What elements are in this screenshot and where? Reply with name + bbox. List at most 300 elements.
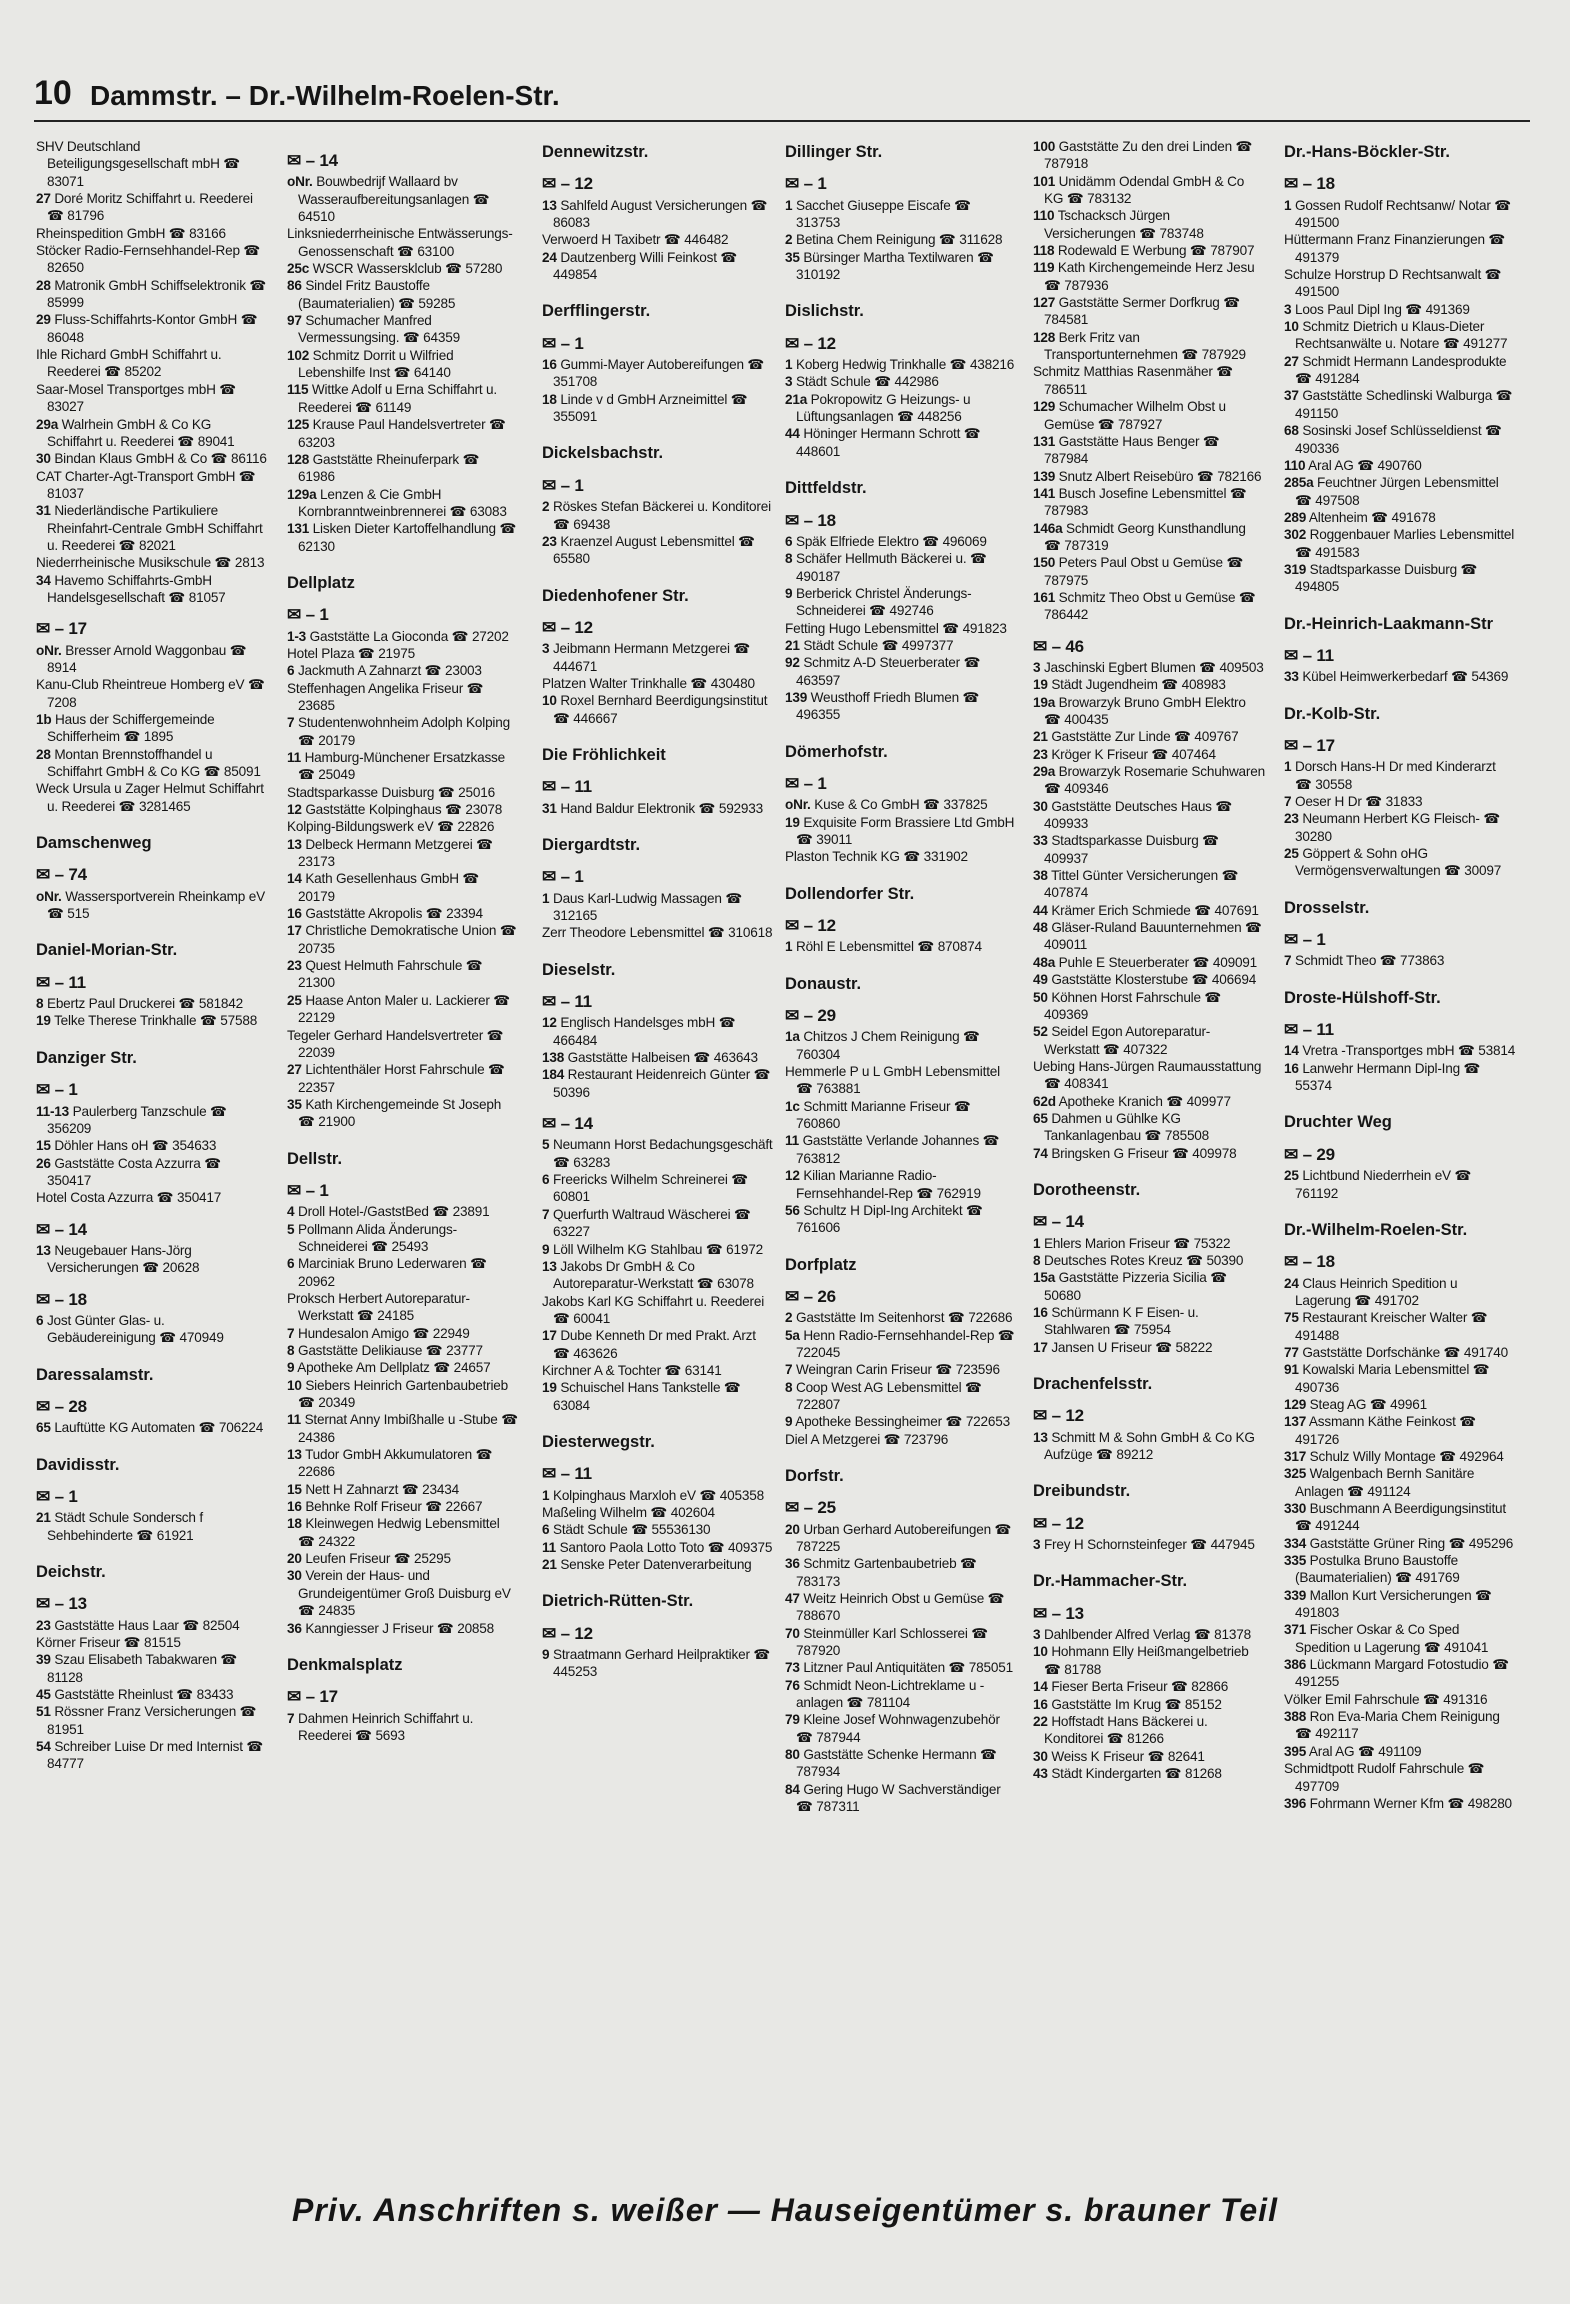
entry-text: Maßeling Wilhelm ☎ 402604 <box>542 1504 715 1520</box>
street-heading: Dr.-Wilhelm-Roelen-Str. <box>1284 1220 1468 1239</box>
listing-entry <box>287 225 519 260</box>
listing-entry <box>287 1377 519 1412</box>
entry-text: Aral AG ☎ 490760 <box>1308 457 1422 473</box>
postal-district: ✉ – 12 <box>542 1623 593 1643</box>
listing-entry <box>36 1103 268 1138</box>
listing-entry <box>287 1620 519 1637</box>
house-number: 334 <box>1284 1535 1307 1551</box>
listing-entry <box>785 249 1017 284</box>
entry-text: Querfurth Waltraud Wäscherei ☎ 63227 <box>552 1206 751 1240</box>
house-number: 8 <box>785 1379 793 1395</box>
listing-entry <box>1284 1587 1516 1622</box>
house-number: 7 <box>785 1362 793 1378</box>
listing-entry <box>1284 318 1516 353</box>
house-number: 100 <box>1033 139 1056 154</box>
listing-entry <box>1284 952 1516 969</box>
house-number: 23 <box>1284 811 1299 827</box>
entry-text: Schmitz Dietrich u Klaus-Dieter Rechtsanwälte u. Notare ☎ 491277 <box>1295 319 1508 352</box>
entry-text: Snutz Albert Reisebüro ☎ 782166 <box>1058 468 1262 484</box>
entry-text: WSCR Wassersklclub ☎ 57280 <box>312 261 503 277</box>
listing-entry <box>1284 1396 1516 1413</box>
listing-entry <box>542 1504 774 1521</box>
entry-text: Linksniederrheinische Entwässerungs-Genossenschaft ☎ 63100 <box>287 226 513 259</box>
house-number: 16 <box>1033 1696 1048 1712</box>
entry-text: Telke Therese Trinkhalle ☎ 57588 <box>54 1013 258 1029</box>
listing-entry <box>1033 520 1265 555</box>
listing-entry <box>1033 468 1265 485</box>
house-number: 15 <box>287 1481 302 1497</box>
listing-entry <box>542 1327 774 1362</box>
house-number: 65 <box>1033 1110 1048 1126</box>
listing-entry <box>785 1677 1017 1712</box>
entry-text: Kath Gesellenhaus GmbH ☎ 20179 <box>298 871 480 904</box>
entry-text: Freericks Wilhelm Schreinerei ☎ 60801 <box>552 1172 748 1205</box>
street-heading: Deichstr. <box>36 1563 106 1582</box>
entry-text: Kröger K Friseur ☎ 407464 <box>1051 746 1216 762</box>
house-number: 48 <box>1033 920 1048 936</box>
listing-entry <box>785 1431 1017 1448</box>
listing-entry <box>542 1014 774 1049</box>
entry-text: Verein der Haus- und Grundeigentümer Groß Duisburg eV ☎ 24835 <box>298 1568 511 1619</box>
house-number: 16 <box>1284 1060 1299 1076</box>
listing-entry <box>1033 363 1265 398</box>
house-number: 50 <box>1033 989 1048 1005</box>
entry-text: Städt Schule ☎ 4997377 <box>803 637 954 653</box>
listing-entry <box>1284 509 1516 526</box>
entry-text: Roggenbauer Marlies Lebensmittel ☎ 491583 <box>1295 527 1515 560</box>
listing-entry <box>287 1203 519 1220</box>
house-number: 24 <box>1284 1275 1299 1291</box>
house-number: 29 <box>36 312 51 328</box>
listing-entry <box>1284 1500 1516 1535</box>
listing-entry <box>1033 746 1265 763</box>
postal-district: ✉ – 12 <box>1033 1513 1084 1533</box>
entry-text: Döhler Hans oH ☎ 354633 <box>54 1138 217 1154</box>
listing-entry <box>1033 728 1265 745</box>
listing-entry <box>287 680 519 715</box>
postal-district: ✉ – 74 <box>36 865 87 885</box>
entry-text: Restaurant Heidenreich Günter ☎ 50396 <box>553 1067 771 1100</box>
house-number: 48a <box>1033 954 1056 970</box>
entry-text: Restaurant Kreischer Walter ☎ 491488 <box>1295 1310 1488 1343</box>
entry-text: Schmitt M & Sohn GmbH & Co KG Aufzüge ☎ 89212 <box>1044 1429 1255 1463</box>
house-number: 68 <box>1284 423 1299 439</box>
postal-district: ✉ – 17 <box>36 619 87 639</box>
postal-district: ✉ – 14 <box>1033 1212 1084 1232</box>
column-6 <box>1284 138 1516 1812</box>
house-number: 1b <box>36 712 52 727</box>
listing-entry <box>785 1521 1017 1556</box>
entry-text: Apotheke Bessingheimer ☎ 722653 <box>795 1414 1010 1430</box>
entry-text: Steag AG ☎ 49961 <box>1309 1396 1427 1412</box>
house-number: oNr. <box>36 642 62 658</box>
entry-text: Berk Fritz van Transportunternehmen ☎ 787929 <box>1044 329 1246 363</box>
house-number: 27 <box>36 191 51 207</box>
house-number: 184 <box>542 1067 565 1083</box>
listing-entry <box>36 311 268 346</box>
house-number: 27 <box>287 1062 302 1078</box>
house-number: 325 <box>1284 1466 1307 1482</box>
listing-entry <box>287 1481 519 1498</box>
postal-district: ✉ – 12 <box>785 333 836 353</box>
entry-text: Gaststätte Pizzeria Sicilia ☎ 50680 <box>1044 1270 1227 1303</box>
house-number: 14 <box>287 871 302 887</box>
listing-entry <box>36 746 268 781</box>
listing-entry <box>36 1012 268 1029</box>
entry-text: Walgenbach Bernh Sanitäre Anlagen ☎ 491124 <box>1295 1466 1475 1499</box>
entry-text: Apotheke Kranich ☎ 409977 <box>1058 1093 1231 1109</box>
entry-text: Löll Wilhelm KG Stahlbau ☎ 61972 <box>552 1241 763 1257</box>
listing-entry <box>1284 561 1516 596</box>
entry-text: Matronik GmbH Schiffselektronik ☎ 85999 <box>47 277 267 311</box>
house-number: 19 <box>36 1013 51 1029</box>
entry-text: Haus der Schiffergemeinde Schifferheim ☎ 1895 <box>47 712 215 745</box>
entry-text: Lichtenthäler Horst Fahrschule ☎ 22357 <box>298 1062 505 1095</box>
entry-text: Studentenwohnheim Adolph Kolping ☎ 20179 <box>297 715 510 748</box>
street-heading: Dr.-Hans-Böckler-Str. <box>1284 143 1450 161</box>
entry-text: Hotel Costa Azzurra ☎ 350417 <box>36 1190 222 1206</box>
house-number: 33 <box>1284 669 1299 685</box>
listing-entry <box>1284 1413 1516 1448</box>
street-heading: Drachenfelsstr. <box>1033 1375 1153 1394</box>
entry-text: Tegeler Gerhard Handelsvertreter ☎ 22039 <box>287 1027 504 1060</box>
entry-text: Bouwbedrijf Wallaard bv Wasseraufbereitungsanlagen ☎ 64510 <box>298 174 490 225</box>
entry-text: Exquisite Form Brassiere Ltd GmbH ☎ 39011 <box>796 814 1015 847</box>
street-heading: Dislichstr. <box>785 302 864 321</box>
house-number: 51 <box>36 1704 51 1720</box>
listing-entry <box>287 1498 519 1515</box>
entry-text: Haase Anton Maler u. Lackierer ☎ 22129 <box>298 992 511 1026</box>
listing-entry <box>36 1617 268 1634</box>
listing-entry <box>1284 1309 1516 1344</box>
listing-entry <box>1284 1656 1516 1691</box>
house-number: 12 <box>287 802 302 818</box>
entry-text: Gaststätte Deutsches Haus ☎ 409933 <box>1044 798 1233 832</box>
postal-district: ✉ – 12 <box>542 617 593 637</box>
house-number: 10 <box>542 693 557 709</box>
house-number: 139 <box>785 689 808 705</box>
listing-entry <box>1033 971 1265 988</box>
listing-entry <box>785 197 1017 232</box>
entry-text: Stadtsparkasse Duisburg ☎ 409937 <box>1044 833 1219 866</box>
listing-entry <box>542 1258 774 1293</box>
entry-text: Krämer Erich Schmiede ☎ 407691 <box>1051 902 1259 918</box>
listing-entry <box>287 1221 519 1256</box>
listing-entry <box>36 995 268 1012</box>
listing-entry <box>36 1419 268 1436</box>
entry-text: Verwoerd H Taxibetr ☎ 446482 <box>542 232 729 248</box>
entry-text: Oeser H Dr ☎ 31833 <box>1294 794 1423 809</box>
listing-entry <box>785 356 1017 373</box>
listing-entry <box>785 1098 1017 1133</box>
entry-text: Gaststätte La Gioconda ☎ 27202 <box>309 628 509 644</box>
page-title: Dammstr. – Dr.-Wilhelm-Roelen-Str. <box>90 80 560 111</box>
entry-text: Litzner Paul Antiquitäten ☎ 785051 <box>803 1660 1013 1676</box>
entry-text: Kleine Josef Wohnwagenzubehör ☎ 787944 <box>796 1712 1000 1745</box>
house-number: 39 <box>36 1652 51 1668</box>
house-number: 150 <box>1033 555 1056 571</box>
street-heading: Dömerhofstr. <box>785 742 888 761</box>
column-3 <box>542 138 774 1681</box>
house-number: 5 <box>542 1137 550 1153</box>
house-number: 11 <box>785 1133 799 1149</box>
listing-entry <box>287 992 519 1027</box>
listing-entry <box>287 312 519 347</box>
entry-text: Steffenhagen Angelika Friseur ☎ 23685 <box>287 680 484 713</box>
house-number: 6 <box>287 1256 295 1272</box>
entry-text: Santoro Paola Lotto Toto ☎ 409375 <box>559 1539 773 1555</box>
postal-district: ✉ – 46 <box>1033 636 1084 656</box>
house-number: 23 <box>1033 746 1048 762</box>
house-number: 21 <box>36 1510 51 1526</box>
postal-district: ✉ – 29 <box>1284 1144 1335 1164</box>
house-number: 15a <box>1033 1270 1056 1286</box>
listing-entry <box>36 711 268 746</box>
entry-text: Chitzos J Chem Reinigung ☎ 760304 <box>796 1029 980 1062</box>
listing-entry <box>287 277 519 312</box>
house-number: 4 <box>287 1204 295 1220</box>
street-heading: Dickelsbachstr. <box>542 444 664 463</box>
house-number: 29a <box>1033 764 1056 780</box>
listing-entry <box>1284 1552 1516 1587</box>
street-heading: Droste-Hülshoff-Str. <box>1284 988 1441 1007</box>
house-number: 30 <box>1033 798 1048 814</box>
entry-text: Kowalski Maria Lebensmittel ☎ 490736 <box>1295 1362 1490 1395</box>
house-number: 7 <box>287 715 295 731</box>
listing-entry <box>1033 1304 1265 1339</box>
house-number: 17 <box>287 923 302 939</box>
listing-entry <box>1284 1361 1516 1396</box>
entry-text: Stadtsparkasse Duisburg ☎ 494805 <box>1295 561 1478 595</box>
entry-text: Hotel Plaza ☎ 21975 <box>287 645 416 661</box>
house-number: 8 <box>287 1343 295 1358</box>
listing-entry <box>1033 1252 1265 1269</box>
house-number: 5a <box>785 1327 800 1343</box>
entry-text: Pokropowitz G Heizungs- u Lüftungsanlagen ☎ 448256 <box>796 391 971 425</box>
entry-text: Sternat Anny Imbißhalle u -Stube ☎ 24386 <box>298 1412 518 1445</box>
entry-text: Schulz Willy Montage ☎ 492964 <box>1309 1448 1504 1464</box>
entry-text: Bindan Klaus GmbH & Co ☎ 86116 <box>54 451 267 467</box>
entry-text: Linde v d GmbH Arzneimittel ☎ 355091 <box>553 391 748 425</box>
entry-text: Weiss K Friseur ☎ 82641 <box>1051 1748 1205 1764</box>
entry-text: Städt Kindergarten ☎ 81268 <box>1051 1765 1222 1781</box>
listing-entry <box>542 675 774 692</box>
entry-text: Niederländische Partikuliere Rheinfahrt-Centrale GmbH Schiffahrt u. Reederei ☎ 82021 <box>47 503 263 553</box>
listing-entry <box>36 225 268 242</box>
house-number: 91 <box>1284 1362 1299 1378</box>
entry-text: Berberick Christel Änderungs-Schneiderei ☎ 492746 <box>795 585 972 619</box>
entry-text: Fetting Hugo Lebensmittel ☎ 491823 <box>785 620 1007 636</box>
listing-entry <box>287 1411 519 1446</box>
street-heading: Dillinger Str. <box>785 143 883 161</box>
postal-district: ✉ – 18 <box>785 510 836 530</box>
entry-text: Gaststätte Haus Benger ☎ 787984 <box>1044 433 1220 467</box>
entry-text: Gaststätte Grüner Ring ☎ 495296 <box>1309 1535 1514 1551</box>
listing-entry <box>1033 589 1265 624</box>
entry-text: Göppert & Sohn oHG Vermögensverwaltungen ☎ 30097 <box>1295 846 1502 879</box>
entry-text: Gaststätte Rheinuferpark ☎ 61986 <box>298 451 480 485</box>
listing-entry <box>785 796 1017 813</box>
house-number: 9 <box>785 585 793 601</box>
house-number: 317 <box>1284 1448 1307 1464</box>
house-number: 25c <box>287 261 310 277</box>
street-heading: Daniel-Morian-Str. <box>36 941 178 960</box>
house-number: 7 <box>542 1206 550 1222</box>
house-number: 339 <box>1284 1587 1307 1603</box>
house-number: 43 <box>1033 1765 1048 1781</box>
house-number: 2 <box>542 499 550 515</box>
postal-district: ✉ – 1 <box>1284 930 1326 950</box>
entry-text: CAT Charter-Agt-Transport GmbH ☎ 81037 <box>36 468 256 501</box>
house-number: 35 <box>287 1096 302 1112</box>
street-heading: Dittfeldstr. <box>785 479 867 498</box>
entry-text: Ehlers Marion Friseur ☎ 75322 <box>1043 1235 1231 1251</box>
house-number: 54 <box>36 1739 51 1755</box>
house-number: 127 <box>1033 295 1056 311</box>
entry-text: Dahmen u Gühlke KG Tankanlagenbau ☎ 785508 <box>1044 1110 1210 1144</box>
house-number: 21 <box>785 637 800 653</box>
house-number: 1 <box>1033 1235 1041 1251</box>
house-number: 18 <box>287 1516 302 1532</box>
house-number: 14 <box>1284 1043 1299 1059</box>
house-number: 119 <box>1033 260 1055 276</box>
listing-entry <box>1033 554 1265 589</box>
listing-entry <box>287 416 519 451</box>
house-number: 74 <box>1033 1145 1048 1161</box>
listing-entry <box>1033 1748 1265 1765</box>
listing-entry <box>36 1738 268 1773</box>
entry-text: Havemo Schiffahrts-GmbH Handelsgesellschaft ☎ 81057 <box>47 572 226 605</box>
street-heading: Donaustr. <box>785 974 862 993</box>
entry-text: Leufen Friseur ☎ 25295 <box>305 1551 451 1567</box>
house-number: 1a <box>785 1029 800 1045</box>
entry-text: Gaststätte Schedlinski Walburga ☎ 491150 <box>1295 388 1513 421</box>
postal-district: ✉ – 1 <box>542 475 584 495</box>
listing-entry <box>1284 1743 1516 1760</box>
listing-entry <box>542 1066 774 1101</box>
house-number: 7 <box>287 1710 295 1726</box>
listing-entry <box>1033 676 1265 693</box>
listing-entry <box>1033 1269 1265 1304</box>
entry-text: Browarzyk Rosemarie Schuhwaren ☎ 409346 <box>1044 764 1265 797</box>
entry-text: Tittel Günter Versicherungen ☎ 407874 <box>1044 868 1239 901</box>
listing-entry <box>287 1027 519 1062</box>
entry-text: Gaststätte Delikiause ☎ 23777 <box>297 1343 483 1358</box>
street-heading: Dietrich-Rütten-Str. <box>542 1592 694 1611</box>
footer-note: Priv. Anschriften s. weißer — Hauseigentümer s. brauner Teil <box>292 2192 1278 2228</box>
listing-entry <box>1033 1626 1265 1643</box>
entry-text: Stöcker Radio-Fernsehhandel-Rep ☎ 82650 <box>36 243 261 276</box>
listing-entry <box>36 572 268 607</box>
street-heading: Dellstr. <box>287 1149 343 1168</box>
entry-text: Sosinski Josef Schlüsseldienst ☎ 490336 <box>1295 423 1502 456</box>
entry-text: Niederrheinische Musikschule ☎ 2813 <box>36 555 265 571</box>
house-number: 161 <box>1033 589 1056 605</box>
postal-district: ✉ – 11 <box>542 992 592 1012</box>
listing-entry <box>1033 259 1265 294</box>
listing-entry <box>1033 433 1265 468</box>
entry-text: Späk Elfriede Elektro ☎ 496069 <box>795 533 987 549</box>
house-number: 30 <box>36 451 51 467</box>
listing-entry <box>542 1362 774 1379</box>
listing-entry <box>785 1659 1017 1676</box>
listing-entry <box>1284 422 1516 457</box>
entry-text: Mallon Kurt Versicherungen ☎ 491803 <box>1295 1587 1492 1621</box>
entry-text: Schultz H Dipl-Ing Architekt ☎ 761606 <box>796 1202 983 1236</box>
listing-entry <box>1033 1696 1265 1713</box>
house-number: 12 <box>785 1168 800 1184</box>
listing-entry <box>1033 294 1265 329</box>
listing-entry <box>1284 1042 1516 1059</box>
entry-text: Christliche Demokratische Union ☎ 20735 <box>298 923 517 956</box>
entry-text: Gaststätte Klosterstube ☎ 406694 <box>1051 972 1257 988</box>
listing-entry <box>36 277 268 312</box>
house-number: 13 <box>36 1242 51 1258</box>
listing-entry <box>1284 758 1516 793</box>
entry-text: Dube Kenneth Dr med Prakt. Arzt ☎ 463626 <box>553 1328 756 1361</box>
house-number: 11 <box>287 1412 301 1428</box>
postal-district: ✉ – 1 <box>36 1080 78 1100</box>
entry-text: Weingran Carin Friseur ☎ 723596 <box>795 1362 1000 1378</box>
listing-entry <box>287 260 519 277</box>
listing-entry <box>1033 329 1265 364</box>
entry-text: Kolping-Bildungswerk eV ☎ 22826 <box>287 819 495 835</box>
listing-entry <box>287 1342 519 1359</box>
house-number: 26 <box>36 1155 51 1171</box>
house-number: 28 <box>36 746 51 762</box>
house-number: 302 <box>1284 527 1307 543</box>
entry-text: Feuchtner Jürgen Lebensmittel ☎ 497508 <box>1295 475 1499 508</box>
listing-entry <box>287 1290 519 1325</box>
entry-text: Schmitz Theo Obst u Gemüse ☎ 786442 <box>1044 589 1256 623</box>
house-number: 6 <box>785 533 793 549</box>
entry-text: Schumacher Manfred Vermessungsing. ☎ 64359 <box>298 313 460 346</box>
entry-text: Sahlfeld August Versicherungen ☎ 86083 <box>553 197 768 231</box>
listing-entry <box>542 1556 774 1573</box>
entry-text: Frey H Schornsteinfeger ☎ 447945 <box>1043 1537 1255 1553</box>
listing-entry <box>785 654 1017 689</box>
entry-text: Röskes Stefan Bäckerei u. Konditorei ☎ 69438 <box>552 499 771 532</box>
house-number: 9 <box>287 1360 295 1376</box>
entry-text: Kübel Heimwerkerbedarf ☎ 54369 <box>1302 669 1509 685</box>
listing-entry <box>1033 867 1265 902</box>
listing-entry <box>1033 398 1265 433</box>
entry-text: Sacchet Giuseppe Eiscafe ☎ 313753 <box>795 197 971 231</box>
listing-entry <box>36 1242 268 1277</box>
entry-text: Walrhein GmbH & Co KG Schiffahrt u. Reederei ☎ 89041 <box>47 416 235 449</box>
entry-text: Weitz Heinrich Obst u Gemüse ☎ 788670 <box>796 1591 1005 1624</box>
house-number: 1c <box>785 1098 800 1114</box>
entry-text: Lauftütte KG Automaten ☎ 706224 <box>54 1420 264 1436</box>
entry-text: Schmitt Marianne Friseur ☎ 760860 <box>796 1098 971 1132</box>
postal-district: ✉ – 13 <box>36 1594 87 1614</box>
street-heading: Dorfstr. <box>785 1466 844 1485</box>
house-number: 92 <box>785 655 800 671</box>
street-heading: Dr.-Heinrich-Laakmann-Str <box>1284 614 1494 633</box>
entry-text: Ihle Richard GmbH Schiffahrt u. Reederei ☎ 85202 <box>36 347 222 380</box>
house-number: 62d <box>1033 1093 1056 1109</box>
street-heading: Derfflingerstr. <box>542 302 651 321</box>
listing-entry <box>287 957 519 992</box>
street-heading: Diedenhofener Str. <box>542 586 689 605</box>
entry-text: Weusthoff Friedh Blumen ☎ 496355 <box>796 689 980 723</box>
house-number: 129a <box>287 486 317 502</box>
listing-entry <box>287 1515 519 1550</box>
listing-entry <box>542 1136 774 1171</box>
house-number: 6 <box>36 1312 44 1328</box>
listing-entry <box>1033 1339 1265 1356</box>
entry-text: Hoffstadt Hans Bäckerei u. Konditorei ☎ 81266 <box>1044 1713 1208 1747</box>
